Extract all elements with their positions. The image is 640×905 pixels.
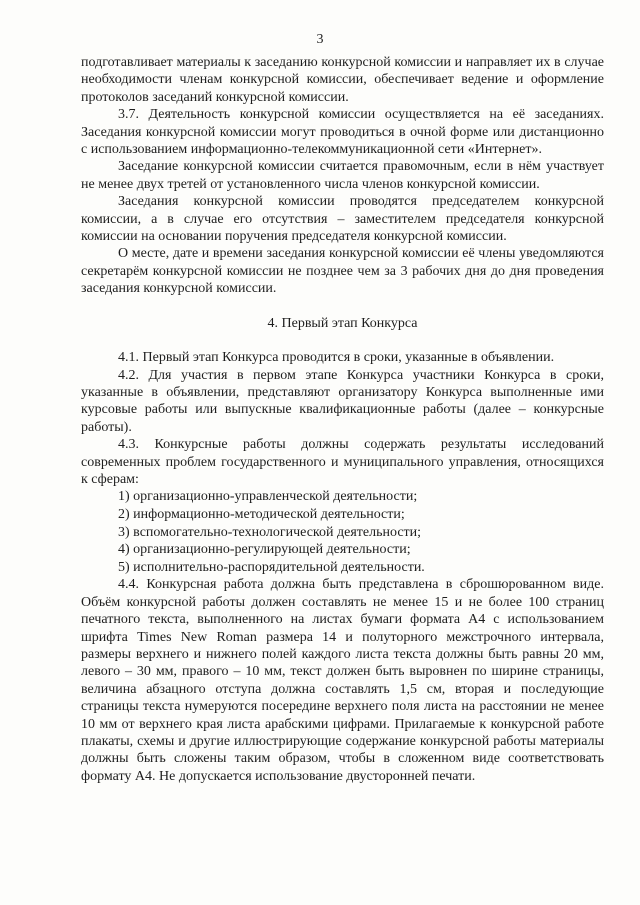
document-body bbox=[81, 54, 604, 785]
paragraph: Заседания конкурсной комиссии проводятся председателем конкурсной комиссии, а в случае его отсутствия – заместителем председателя конкурсной комиссии на основании поручения председателя конкурсной комиссии. bbox=[81, 194, 604, 245]
list-item: 2) информационно-методической деятельности; bbox=[118, 506, 405, 522]
spheres-list bbox=[81, 488, 604, 576]
list-item: 4) организационно-регулирующей деятельности; bbox=[118, 542, 411, 558]
list-item: 1) организационно-управленческой деятельности; bbox=[118, 489, 418, 505]
list-item: 3) вспомогательно-технологической деятельности; bbox=[118, 524, 422, 540]
paragraph: 4.3. Конкурсные работы должны содержать результаты исследований современных проблем государственного и муниципального управления, относящихся к сферам: bbox=[81, 437, 604, 487]
paragraph: подготавливает материалы к заседанию конкурсной комиссии и направляет их в случае необходимости членам конкурсной комиссии, обеспечивает ведение и оформление протоколов заседаний конкурсной комиссии. bbox=[81, 55, 604, 105]
paragraph: 4.1. Первый этап Конкурса проводится в сроки, указанные в объявлении. bbox=[118, 350, 555, 366]
section-heading: 4. Первый этап Конкурса bbox=[267, 315, 418, 331]
list-item: 5) исполнительно-распорядительной деятельности. bbox=[118, 559, 425, 575]
paragraph: О месте, дате и времени заседания конкурсной комиссии её члены уведомляются секретарём конкурсной комиссии не позднее чем за 3 рабочих дня до дня проведения заседания конкурсной комиссии. bbox=[81, 246, 604, 297]
paragraph: 3.7. Деятельность конкурсной комиссии осуществляется на её заседаниях. Заседания конкурсной комиссии могут проводиться в очной форме или дистанционно с использованием информационно-телекоммуникационной сети «Интернет». bbox=[81, 107, 604, 158]
paragraph: 4.2. Для участия в первом этапе Конкурса участники Конкурса в сроки, указанные в объявлении, представляют организатору Конкурса выполненные ими курсовые работы или выпускные квалификационные работы (далее – конкурсные работы). bbox=[81, 367, 604, 435]
page-number: 3 bbox=[316, 32, 324, 47]
paragraph: 4.4. Конкурсная работа должна быть представлена в сброшюрованном виде. Объём конкурсной работы должен составлять не менее 15 и не более 100 страниц печатного текста, выполненного на листах бумаги формата А4 с использованием шрифта Times New Roman размера 14 и полуторного межстрочного интервала, размеры верхнего и нижнего полей каждого листа текста должны быть равны 20 мм, левого – 30 мм, правого – 10 мм, текст должен быть выровнен по ширине страницы, величина абзацного отступа должна составлять 1,5 см, вторая и последующие страницы текста нумеруются посередине верхнего поля листа на расстоянии не менее 10 мм от верхнего края листа арабскими цифрами. Прилагаемые к конкурсной работе плакаты, схемы и другие иллюстрирующие содержание конкурсной работы материалы должны быть сложены таким образом, чтобы в сложенном виде соответствовать формату А4. Не допускается использование двусторонней печати. bbox=[81, 577, 604, 784]
paragraph: Заседание конкурсной комиссии считается правомочным, если в нём участвует не менее двух третей от установленного числа членов конкурсной комиссии. bbox=[81, 159, 604, 192]
